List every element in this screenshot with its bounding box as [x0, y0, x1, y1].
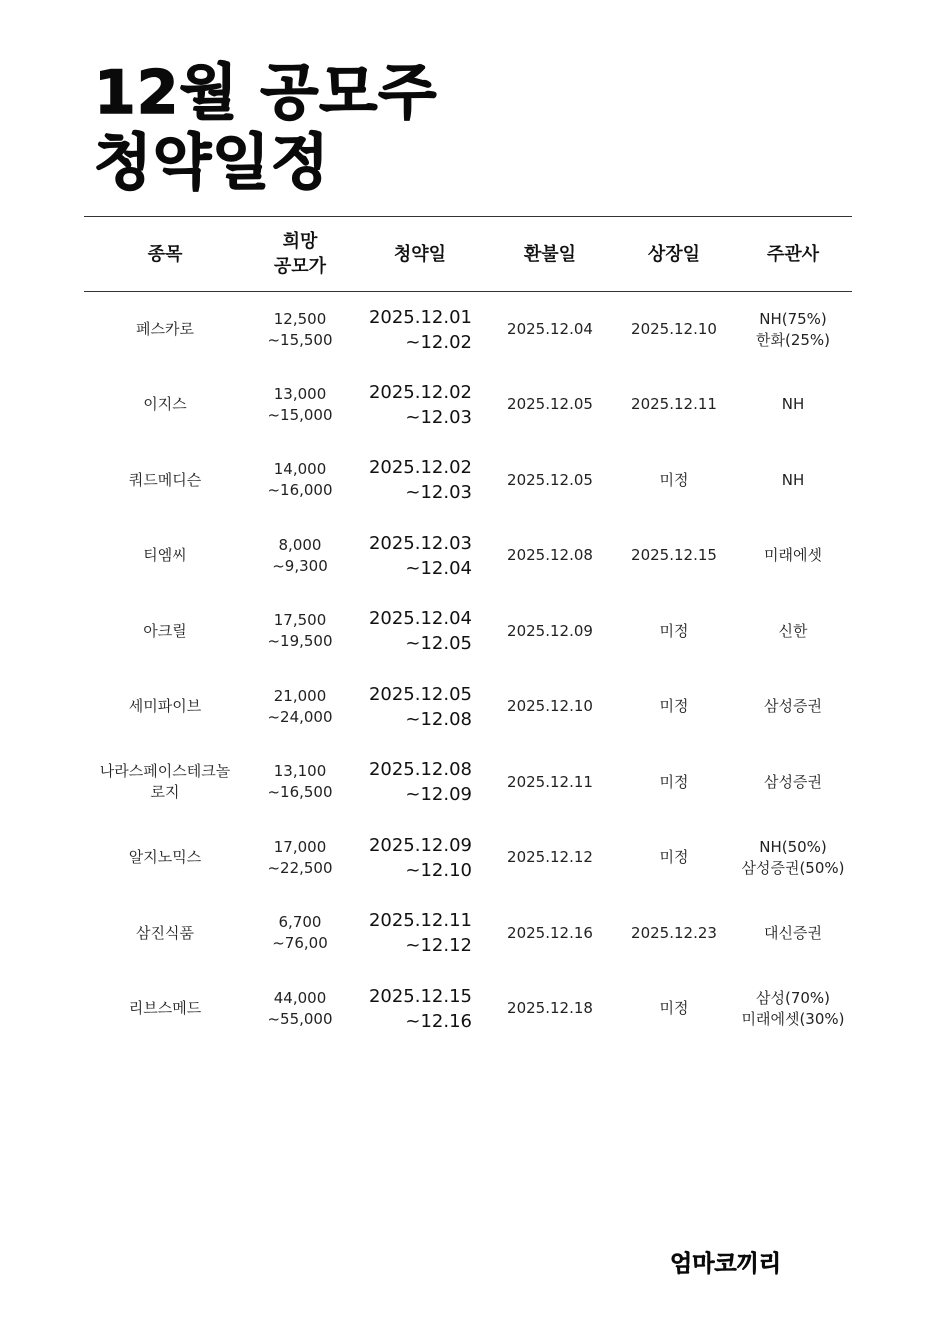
cell-subscription-line: 2025.12.02	[368, 457, 472, 479]
cell-underwriter	[734, 669, 852, 745]
cell-price-line: 13,100	[273, 762, 327, 781]
cell-underwriter-line: 삼성증권	[764, 697, 822, 716]
cell-price-line: ~16,500	[267, 783, 333, 802]
cell-price	[246, 745, 354, 821]
title-line-2: 청약일정	[94, 128, 330, 198]
cell-subscription-line: ~12.16	[405, 1010, 472, 1032]
cell-listing: 미정	[659, 697, 689, 716]
cell-refund: 2025.12.08	[507, 546, 593, 565]
cell-name	[84, 820, 246, 896]
cell-name	[84, 443, 246, 519]
cell-subscription-line: 2025.12.02	[368, 381, 472, 403]
cell-price-line: ~16,000	[267, 481, 333, 500]
header-line: 청약일	[393, 243, 447, 265]
cell-refund: 2025.12.05	[507, 470, 593, 489]
cell-listing: 미정	[659, 848, 689, 867]
cell-price-line: ~15,000	[267, 405, 333, 424]
header-line: 주관사	[766, 243, 820, 265]
cell-refund: 2025.12.10	[507, 697, 593, 716]
cell-price-line: 14,000	[273, 460, 327, 479]
table-header-row	[84, 217, 852, 292]
table-row	[84, 443, 852, 519]
cell-name	[84, 292, 246, 368]
cell-underwriter-line: 대신증권	[764, 923, 822, 942]
cell-name-line: 리브스메드	[128, 999, 202, 1018]
cell-subscription	[354, 292, 486, 368]
cell-name	[84, 594, 246, 670]
cell-subscription	[354, 367, 486, 443]
cell-underwriter-line: NH(75%)	[759, 309, 827, 328]
table-row	[84, 896, 852, 972]
header-listing	[614, 217, 734, 292]
table-row	[84, 669, 852, 745]
cell-name-line: 아크릴	[143, 621, 187, 640]
table-body	[84, 292, 852, 1047]
cell-listing: 미정	[659, 999, 689, 1018]
cell-price-line: 21,000	[273, 686, 327, 705]
cell-price-line: ~24,000	[267, 707, 333, 726]
cell-price-line: ~9,300	[272, 556, 328, 575]
cell-subscription-line: 2025.12.15	[368, 985, 472, 1007]
cell-underwriter-line: 한화(25%)	[755, 330, 831, 349]
cell-name-line: 로지	[150, 783, 180, 802]
cell-underwriter-line: 삼성증권(50%)	[741, 858, 845, 877]
cell-subscription-line: ~12.10	[405, 859, 472, 881]
cell-refund: 2025.12.18	[507, 999, 593, 1018]
cell-subscription	[354, 820, 486, 896]
cell-refund: 2025.12.05	[507, 395, 593, 414]
cell-underwriter-line: 미래에셋(30%)	[741, 1009, 845, 1028]
cell-name-line: 세미파이브	[128, 697, 202, 716]
cell-price-line: 13,000	[273, 384, 327, 403]
cell-subscription	[354, 594, 486, 670]
cell-subscription-line: 2025.12.09	[368, 834, 472, 856]
cell-refund: 2025.12.09	[507, 621, 593, 640]
cell-listing: 미정	[659, 772, 689, 791]
cell-subscription-line: ~12.08	[405, 708, 472, 730]
cell-price	[246, 367, 354, 443]
table-row	[84, 594, 852, 670]
header-name	[84, 217, 246, 292]
cell-subscription-line: 2025.12.01	[368, 306, 472, 328]
cell-underwriter-line: 삼성(70%)	[755, 988, 831, 1007]
cell-price	[246, 443, 354, 519]
cell-subscription	[354, 669, 486, 745]
cell-subscription-line: ~12.02	[405, 331, 472, 353]
cell-listing: 미정	[659, 470, 689, 489]
cell-subscription-line: ~12.09	[405, 784, 472, 806]
cell-underwriter	[734, 971, 852, 1047]
cell-subscription-line: ~12.03	[405, 406, 472, 428]
cell-price-line: ~19,500	[267, 632, 333, 651]
cell-underwriter-line: NH	[781, 470, 805, 489]
cell-price-line: 17,500	[273, 611, 327, 630]
cell-underwriter	[734, 443, 852, 519]
header-refund	[486, 217, 614, 292]
ipo-schedule-table	[84, 216, 852, 1047]
cell-name	[84, 971, 246, 1047]
header-line: 환불일	[523, 243, 577, 265]
cell-listing: 미정	[659, 621, 689, 640]
cell-refund: 2025.12.16	[507, 923, 593, 942]
cell-name	[84, 518, 246, 594]
cell-name-line: 알지노믹스	[128, 848, 202, 867]
page-title	[94, 58, 437, 198]
cell-listing: 2025.12.11	[631, 395, 717, 414]
cell-underwriter	[734, 292, 852, 368]
cell-price-line: 8,000	[278, 535, 322, 554]
header-line: 종목	[147, 243, 183, 265]
cell-price-line: ~76,00	[272, 934, 328, 953]
cell-underwriter	[734, 594, 852, 670]
header-price	[246, 217, 354, 292]
cell-price	[246, 669, 354, 745]
cell-underwriter	[734, 820, 852, 896]
cell-subscription-line: ~12.05	[405, 633, 472, 655]
cell-underwriter	[734, 518, 852, 594]
table-row	[84, 367, 852, 443]
cell-refund: 2025.12.12	[507, 848, 593, 867]
cell-name-line: 나라스페이스테크놀	[99, 762, 231, 781]
cell-subscription-line: ~12.04	[405, 557, 472, 579]
cell-name	[84, 896, 246, 972]
cell-price-line: ~15,500	[267, 330, 333, 349]
cell-name	[84, 367, 246, 443]
cell-refund: 2025.12.04	[507, 320, 593, 338]
cell-subscription-line: 2025.12.08	[368, 759, 472, 781]
cell-subscription-line: 2025.12.03	[368, 532, 472, 554]
cell-name-line: 페스카로	[136, 320, 194, 338]
table-row	[84, 292, 852, 368]
cell-underwriter	[734, 367, 852, 443]
cell-subscription	[354, 443, 486, 519]
cell-underwriter-line: NH(50%)	[759, 837, 827, 856]
cell-price-line: 6,700	[278, 913, 322, 932]
cell-subscription	[354, 745, 486, 821]
table-row	[84, 971, 852, 1047]
cell-subscription-line: ~12.03	[405, 482, 472, 504]
cell-name-line: 쿼드메디슨	[128, 470, 202, 489]
cell-price	[246, 896, 354, 972]
cell-underwriter-line: 신한	[778, 621, 808, 640]
cell-price	[246, 971, 354, 1047]
cell-price	[246, 820, 354, 896]
cell-subscription	[354, 518, 486, 594]
cell-subscription-line: ~12.12	[405, 935, 472, 957]
cell-name	[84, 669, 246, 745]
cell-price-line: 44,000	[273, 988, 327, 1007]
cell-subscription	[354, 896, 486, 972]
cell-price-line: 17,000	[273, 837, 327, 856]
cell-listing: 2025.12.23	[631, 923, 717, 942]
cell-underwriter-line: 삼성증권	[764, 772, 822, 791]
cell-listing: 2025.12.10	[631, 320, 717, 338]
cell-underwriter	[734, 745, 852, 821]
title-line-1: 12월 공모주	[94, 58, 438, 128]
header-underwriter	[734, 217, 852, 292]
cell-subscription-line: 2025.12.11	[368, 910, 472, 932]
table-row	[84, 745, 852, 821]
cell-refund: 2025.12.11	[507, 772, 593, 791]
cell-subscription-line: 2025.12.05	[368, 683, 472, 705]
header-line: 공모가	[273, 256, 327, 277]
brand-footer: 엄마코끼리	[670, 1251, 782, 1277]
cell-price-line: ~22,500	[267, 858, 333, 877]
header-line: 상장일	[647, 243, 701, 265]
cell-price-line: 12,500	[273, 309, 327, 328]
cell-underwriter-line: NH	[781, 395, 805, 414]
cell-name	[84, 745, 246, 821]
cell-price-line: ~55,000	[267, 1009, 333, 1028]
header-line: 희망	[282, 231, 318, 252]
cell-price	[246, 292, 354, 368]
header-subscription	[354, 217, 486, 292]
cell-underwriter-line: 미래에셋	[764, 546, 822, 565]
cell-subscription-line: 2025.12.04	[368, 608, 472, 630]
cell-subscription	[354, 971, 486, 1047]
cell-underwriter	[734, 896, 852, 972]
cell-price	[246, 518, 354, 594]
cell-name-line: 티엠씨	[143, 546, 187, 565]
table-row	[84, 820, 852, 896]
cell-name-line: 이지스	[143, 395, 187, 414]
cell-price	[246, 594, 354, 670]
table-row	[84, 518, 852, 594]
cell-listing: 2025.12.15	[631, 546, 717, 565]
cell-name-line: 삼진식품	[136, 923, 194, 942]
